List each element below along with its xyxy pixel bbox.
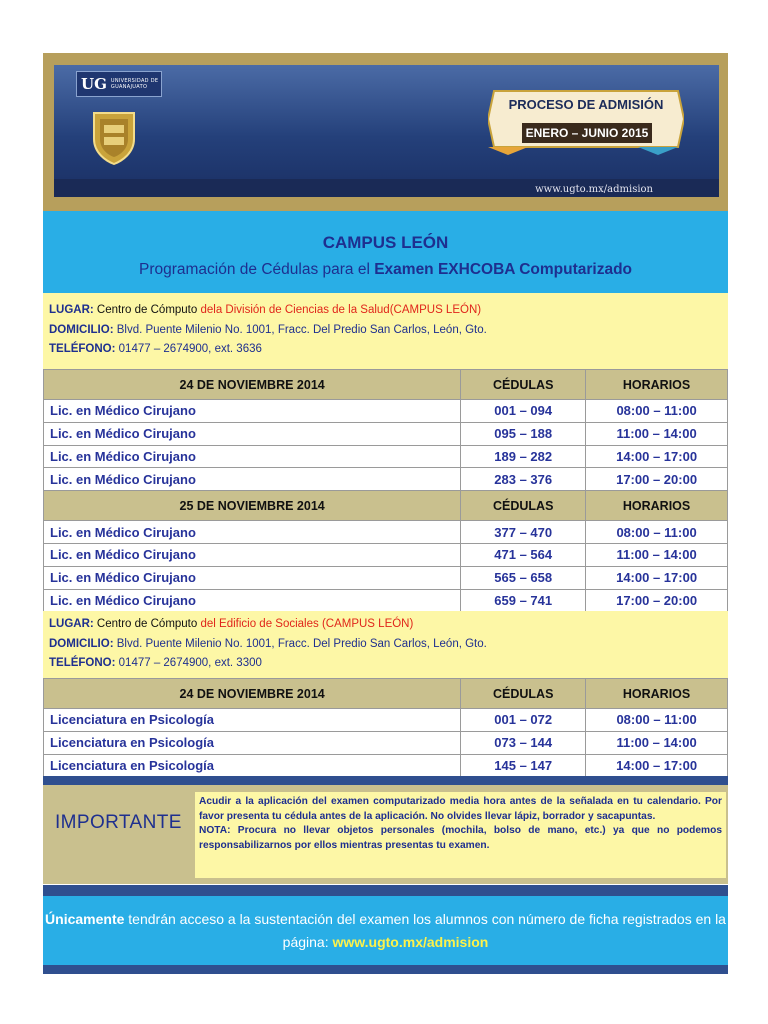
domicilio-text: Blvd. Puente Milenio No. 1001, Fracc. Del Predio San Carlos, León, Gto. — [113, 637, 487, 650]
horario-cell: 08:00 – 11:00 — [586, 400, 728, 423]
schedule-table-1 — [43, 369, 728, 612]
nota-text: Procura no llevar objetos personales (mochila, bolso de mano, etc.) ya que no podemos responsabilizarnos por ellos mientras presentas tu examen. — [199, 825, 722, 851]
cedulas-cell: 145 – 147 — [461, 754, 586, 777]
footer-url-link[interactable]: www.ugto.mx/admision — [332, 934, 489, 950]
table-row — [44, 754, 728, 777]
date-header: 25 DE NOVIEMBRE 2014 — [44, 491, 461, 521]
cedulas-header: CÉDULAS — [461, 679, 586, 709]
lugar-label: LUGAR: — [49, 304, 94, 316]
horarios-header: HORARIOS — [586, 370, 728, 400]
program-cell: Lic. en Médico Cirujano — [44, 566, 461, 589]
horarios-header: HORARIOS — [586, 491, 728, 521]
program-cell: Lic. en Médico Cirujano — [44, 589, 461, 612]
footer-strip — [43, 965, 728, 974]
footer-text — [43, 908, 728, 954]
header-banner — [43, 53, 728, 211]
telefono-label: TELÉFONO: — [49, 657, 116, 669]
important-label: IMPORTANTE — [55, 812, 182, 833]
lugar-text: Centro de Cómputo — [93, 304, 201, 316]
cedulas-cell: 377 – 470 — [461, 521, 586, 544]
horario-cell: 14:00 – 17:00 — [586, 754, 728, 777]
cedulas-cell: 659 – 741 — [461, 589, 586, 612]
campus-subtitle — [43, 261, 728, 279]
table-row — [44, 400, 728, 423]
lugar-place: dela División de Ciencias de la Salud(CAMPUS LEÓN) — [200, 304, 482, 316]
horario-cell: 08:00 – 11:00 — [586, 709, 728, 732]
program-cell: Lic. en Médico Cirujano — [44, 445, 461, 468]
table-row — [44, 422, 728, 445]
table-row — [44, 543, 728, 566]
table-header-row — [44, 679, 728, 709]
horario-cell: 17:00 – 20:00 — [586, 468, 728, 491]
program-cell: Lic. en Médico Cirujano — [44, 468, 461, 491]
program-cell: Lic. en Médico Cirujano — [44, 543, 461, 566]
program-cell: Licenciatura en Psicología — [44, 731, 461, 754]
admision-title: PROCESO DE ADMISIÓN — [508, 97, 664, 112]
table-row — [44, 521, 728, 544]
lugar-line — [49, 301, 722, 321]
horario-cell: 08:00 – 11:00 — [586, 521, 728, 544]
banner-image — [54, 65, 719, 197]
lugar-place: del Edificio de Sociales (CAMPUS LEÓN) — [200, 618, 414, 630]
logo-wordmark: UNIVERSIDAD DE GUANAJUATO — [110, 78, 159, 90]
subtitle-exam: Examen EXHCOBA Computarizado — [374, 261, 633, 278]
horario-cell: 11:00 – 14:00 — [586, 731, 728, 754]
program-cell: Licenciatura en Psicología — [44, 709, 461, 732]
table-row — [44, 566, 728, 589]
domicilio-label: DOMICILIO: — [49, 637, 114, 650]
telefono-line — [49, 340, 722, 360]
domicilio-label: DOMICILIO: — [49, 323, 114, 336]
footer-notice — [43, 885, 728, 965]
table-row — [44, 709, 728, 732]
banner-url[interactable]: www.ugto.mx/admision — [535, 184, 653, 195]
campus-header — [43, 211, 728, 293]
program-cell: Lic. en Médico Cirujano — [44, 400, 461, 423]
telefono-text: 01477 – 2674900, ext. 3300 — [115, 657, 262, 669]
program-cell: Lic. en Médico Cirujano — [44, 422, 461, 445]
date-header: 24 DE NOVIEMBRE 2014 — [44, 370, 461, 400]
crest-icon — [90, 109, 138, 165]
program-cell: Lic. en Médico Cirujano — [44, 521, 461, 544]
horario-cell: 17:00 – 20:00 — [586, 589, 728, 612]
cedulas-cell: 001 – 094 — [461, 400, 586, 423]
cedulas-cell: 095 – 188 — [461, 422, 586, 445]
horario-cell: 14:00 – 17:00 — [586, 445, 728, 468]
horario-cell: 14:00 – 17:00 — [586, 566, 728, 589]
cedulas-cell: 001 – 072 — [461, 709, 586, 732]
cedulas-cell: 471 – 564 — [461, 543, 586, 566]
campus-title: CAMPUS LEÓN — [322, 233, 449, 252]
nota-label: NOTA: — [199, 825, 231, 837]
program-cell: Licenciatura en Psicología — [44, 754, 461, 777]
table-row — [44, 589, 728, 612]
location-info-1 — [43, 293, 728, 369]
cedulas-cell: 189 – 282 — [461, 445, 586, 468]
cedulas-header: CÉDULAS — [461, 491, 586, 521]
logo-mark: UG — [81, 75, 107, 93]
table-row — [44, 445, 728, 468]
footer-message: tendrán acceso a la sustentación del examen los alumnos con número de ficha registrados en la página: — [124, 911, 726, 950]
cedulas-cell: 565 – 658 — [461, 566, 586, 589]
table-header-row — [44, 491, 728, 521]
subtitle-prefix: Programación de Cédulas para el — [138, 261, 375, 278]
admision-badge — [488, 87, 684, 155]
cedulas-cell: 073 – 144 — [461, 731, 586, 754]
domicilio-text: Blvd. Puente Milenio No. 1001, Fracc. Del Predio San Carlos, León, Gto. — [113, 323, 487, 336]
table-row — [44, 468, 728, 491]
cedulas-cell: 283 – 376 — [461, 468, 586, 491]
important-section — [43, 776, 728, 884]
domicilio-line — [49, 321, 722, 341]
horario-cell: 11:00 – 14:00 — [586, 422, 728, 445]
horarios-header: HORARIOS — [586, 679, 728, 709]
telefono-text: 01477 – 2674900, ext. 3636 — [115, 343, 262, 355]
important-text — [195, 792, 726, 878]
document-sheet — [43, 53, 728, 974]
cedulas-header: CÉDULAS — [461, 370, 586, 400]
lugar-label: LUGAR: — [49, 618, 94, 630]
location-info-2 — [43, 611, 728, 678]
admision-period: ENERO – JUNIO 2015 — [525, 126, 649, 140]
horario-cell: 11:00 – 14:00 — [586, 543, 728, 566]
lugar-line — [49, 615, 722, 635]
domicilio-line — [49, 635, 722, 655]
telefono-line — [49, 654, 722, 674]
table-header-row — [44, 370, 728, 400]
date-header: 24 DE NOVIEMBRE 2014 — [44, 679, 461, 709]
important-instructions: Acudir a la aplicación del examen computarizado media hora antes de la señalada en tu calendario. Por favor presenta tu cédula antes de la aplicación. No olvides llevar lápiz, borrador y sacapuntas. — [199, 796, 722, 822]
lugar-text: Centro de Cómputo — [93, 618, 201, 630]
university-logo — [76, 71, 162, 97]
footer-bold: Únicamente — [45, 911, 125, 927]
schedule-table-2 — [43, 678, 728, 777]
telefono-label: TELÉFONO: — [49, 343, 116, 355]
table-row — [44, 731, 728, 754]
